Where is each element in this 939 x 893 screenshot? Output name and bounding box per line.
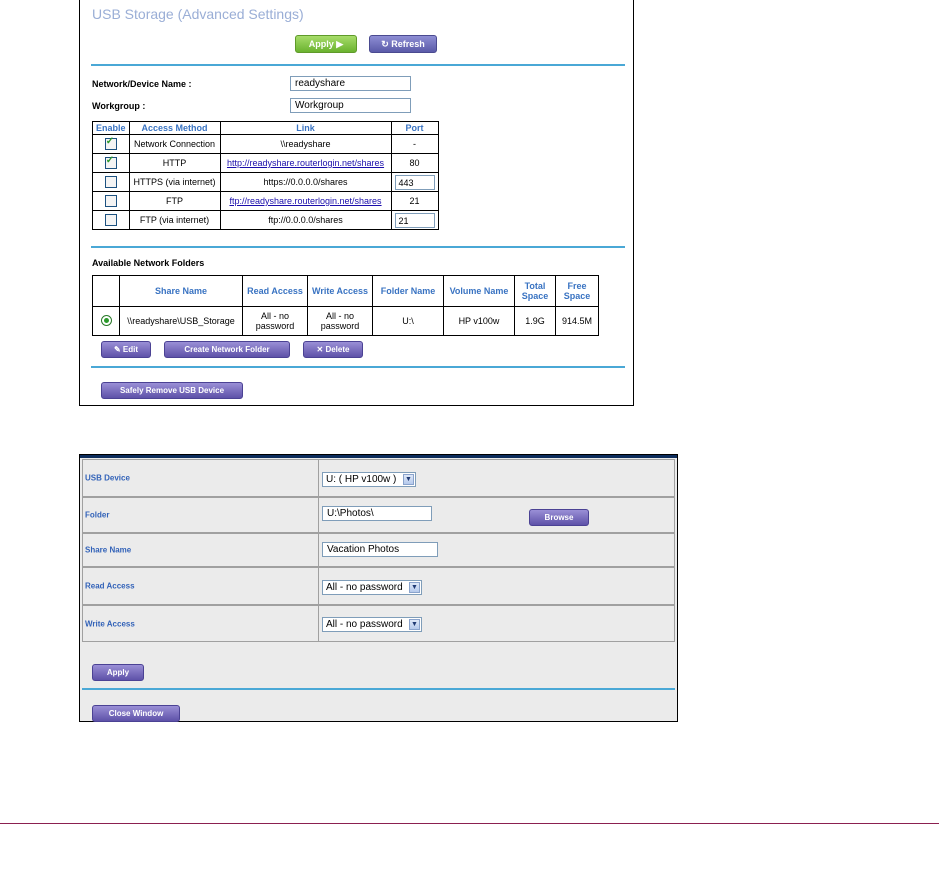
- col-read-access: Read Access: [243, 276, 308, 307]
- access-row-https: [93, 173, 439, 192]
- window-top-bar: [80, 455, 677, 458]
- http-link[interactable]: http://readyshare.routerlogin.net/shares: [226, 158, 385, 168]
- folder-label: Folder: [85, 510, 110, 520]
- divider: [91, 64, 625, 66]
- table-row: [93, 307, 599, 336]
- workgroup-input[interactable]: Workgroup: [290, 98, 411, 113]
- folder-select-radio[interactable]: [101, 315, 112, 326]
- apply-button[interactable]: Apply: [92, 664, 144, 681]
- access-method: HTTP: [129, 154, 220, 173]
- read-access-select[interactable]: [322, 580, 422, 595]
- divider: [91, 246, 625, 248]
- usb-device-label: USB Device: [85, 473, 130, 483]
- write-access-row: [82, 605, 675, 642]
- access-port: 80: [391, 154, 438, 173]
- folder-row: [82, 497, 675, 533]
- footer-divider: [0, 823, 939, 824]
- apply-button[interactable]: Apply ▶: [295, 35, 357, 53]
- folder-name-cell: U:\: [373, 307, 444, 336]
- col-link: Link: [220, 122, 391, 135]
- access-row-ftp: [93, 192, 439, 211]
- share-name-label: Share Name: [85, 545, 132, 555]
- access-row-ftp-internet: [93, 211, 439, 230]
- access-method-table: [92, 121, 439, 230]
- pencil-icon: ✎: [113, 345, 123, 354]
- delete-label: Delete: [325, 345, 350, 354]
- read-access-value: All - no password: [326, 582, 403, 593]
- safely-remove-usb-button[interactable]: Safely Remove USB Device: [101, 382, 243, 399]
- enable-checkbox-ftp[interactable]: [105, 195, 117, 207]
- ftp-internet-port-input[interactable]: 21: [395, 213, 435, 228]
- device-name-label: Network/Device Name :: [92, 79, 192, 89]
- col-port: Port: [391, 122, 438, 135]
- chevron-down-icon: ▼: [409, 582, 420, 593]
- delete-button[interactable]: [303, 341, 363, 358]
- folders-heading: Available Network Folders: [92, 258, 205, 268]
- chevron-down-icon: ▼: [409, 619, 420, 630]
- access-row-network: [93, 135, 439, 154]
- col-free-space: Free Space: [556, 276, 599, 307]
- share-name-row: [82, 533, 675, 567]
- read-access-label: Read Access: [85, 581, 135, 591]
- chevron-down-icon: ▼: [403, 474, 414, 485]
- write-access-value: All - no password: [326, 619, 403, 630]
- edit-label: Edit: [122, 345, 139, 354]
- refresh-label: Refresh: [391, 39, 425, 49]
- write-access-label: Write Access: [85, 619, 135, 628]
- divider: [91, 366, 625, 368]
- edit-folder-window: [79, 454, 678, 722]
- read-access-row: [82, 567, 675, 605]
- col-folder-name: Folder Name: [373, 276, 444, 307]
- enable-checkbox-http[interactable]: [105, 157, 117, 169]
- ftp-link[interactable]: ftp://readyshare.routerlogin.net/shares: [229, 196, 382, 206]
- enable-checkbox-network[interactable]: [105, 138, 117, 150]
- col-enable: Enable: [93, 122, 130, 135]
- refresh-button[interactable]: [369, 35, 437, 53]
- workgroup-label: Workgroup :: [92, 101, 146, 111]
- network-folders-table: [92, 275, 599, 336]
- access-table-header: [93, 122, 439, 135]
- browse-button[interactable]: Browse: [529, 509, 589, 526]
- access-method: HTTPS (via internet): [129, 173, 220, 192]
- access-method: Network Connection: [129, 135, 220, 154]
- refresh-icon: ↻: [381, 39, 392, 49]
- usb-device-value: U: ( HP v100w ): [326, 474, 397, 485]
- volume-name-cell: HP v100w: [444, 307, 515, 336]
- free-space-cell: 914.5M: [556, 307, 599, 336]
- col-total-space: Total Space: [515, 276, 556, 307]
- access-port: -: [391, 135, 438, 154]
- device-name-input[interactable]: readyshare: [290, 76, 411, 91]
- col-volume-name: Volume Name: [444, 276, 515, 307]
- read-access-cell: All - no password: [243, 307, 308, 336]
- share-name-input[interactable]: Vacation Photos: [322, 542, 438, 557]
- close-window-button[interactable]: Close Window: [92, 705, 180, 722]
- close-icon: ✕: [316, 345, 326, 354]
- access-method: FTP (via internet): [129, 211, 220, 230]
- divider: [82, 688, 675, 690]
- folder-input[interactable]: U:\Photos\: [322, 506, 432, 521]
- access-row-http: [93, 154, 439, 173]
- usb-device-row: [82, 459, 675, 497]
- access-link: ftp://0.0.0.0/shares: [220, 211, 391, 230]
- usb-storage-advanced-panel: [79, 0, 634, 406]
- write-access-cell: All - no password: [308, 307, 373, 336]
- enable-checkbox-https[interactable]: [105, 176, 117, 188]
- col-access-method: Access Method: [129, 122, 220, 135]
- page-title: USB Storage (Advanced Settings): [92, 6, 304, 22]
- https-port-input[interactable]: 443: [395, 175, 435, 190]
- col-share-name: Share Name: [120, 276, 243, 307]
- access-method: FTP: [129, 192, 220, 211]
- access-port: 21: [391, 192, 438, 211]
- share-name-cell: \\readyshare\USB_Storage: [120, 307, 243, 336]
- write-access-select[interactable]: [322, 617, 422, 632]
- access-link: https://0.0.0.0/shares: [220, 173, 391, 192]
- total-space-cell: 1.9G: [515, 307, 556, 336]
- enable-checkbox-ftp-internet[interactable]: [105, 214, 117, 226]
- folders-table-header: [93, 276, 599, 307]
- col-write-access: Write Access: [308, 276, 373, 307]
- create-network-folder-button[interactable]: Create Network Folder: [164, 341, 290, 358]
- access-link: \\readyshare: [220, 135, 391, 154]
- edit-button[interactable]: [101, 341, 151, 358]
- usb-device-select[interactable]: [322, 472, 416, 487]
- col-select: [93, 276, 120, 307]
